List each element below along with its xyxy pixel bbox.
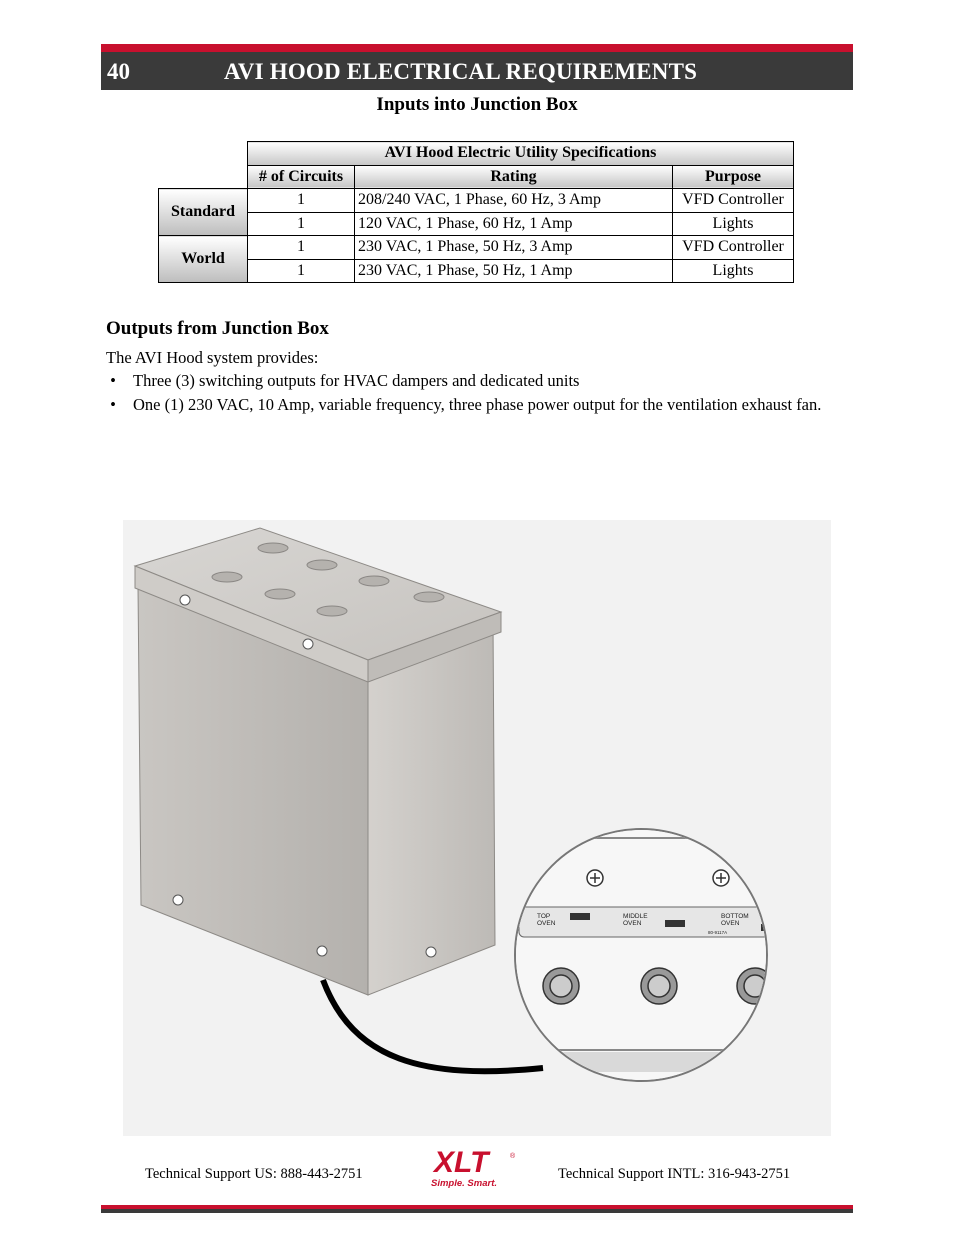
svg-text:Simple. Smart.: Simple. Smart. <box>431 1178 497 1189</box>
cell-purpose: Lights <box>673 259 794 283</box>
junction-box-illustration <box>123 520 831 1136</box>
col-header-rating: Rating <box>355 165 673 189</box>
svg-text:®: ® <box>510 1153 516 1160</box>
cell-circuits: 1 <box>248 189 355 213</box>
table-row <box>159 236 794 260</box>
list-item: Three (3) switching outputs for HVAC dampers and dedicated units <box>133 371 580 390</box>
cell-purpose: VFD Controller <box>673 236 794 260</box>
cell-rating: 120 VAC, 1 Phase, 60 Hz, 1 Amp <box>355 212 673 236</box>
panel-label: OVEN <box>721 920 740 927</box>
group-label-standard: Standard <box>159 189 248 236</box>
col-header-purpose: Purpose <box>673 165 794 189</box>
panel-label: MIDDLE <box>623 913 648 920</box>
bullet-marker: • <box>110 371 116 390</box>
cell-purpose: Lights <box>673 212 794 236</box>
table-caption: AVI Hood Electric Utility Specifications <box>248 142 794 166</box>
bullet-marker: • <box>110 395 116 414</box>
svg-text:XLT: XLT <box>434 1146 489 1179</box>
list-item: One (1) 230 VAC, 10 Amp, variable frequency, three phase power output for the ventilation exhaust fan. <box>133 395 822 414</box>
outputs-intro: The AVI Hood system provides: <box>106 348 319 367</box>
cell-circuits: 1 <box>248 259 355 283</box>
support-us: Technical Support US: 888-443-2751 <box>145 1166 363 1182</box>
cell-purpose: VFD Controller <box>673 189 794 213</box>
cell-rating: 208/240 VAC, 1 Phase, 60 Hz, 3 Amp <box>355 189 673 213</box>
cell-rating: 230 VAC, 1 Phase, 50 Hz, 1 Amp <box>355 259 673 283</box>
footer-line <box>101 1209 853 1213</box>
header-accent-line <box>101 44 853 52</box>
panel-label: OVEN <box>537 920 556 927</box>
table-row <box>159 189 794 213</box>
col-header-circuits: # of Circuits <box>248 165 355 189</box>
table-row <box>159 212 794 236</box>
panel-label: OVEN <box>623 920 642 927</box>
inputs-heading: Inputs into Junction Box <box>376 94 578 115</box>
part-number-label: 80-9117A <box>708 930 728 935</box>
cell-circuits: 1 <box>248 212 355 236</box>
outputs-heading: Outputs from Junction Box <box>106 318 329 339</box>
cell-circuits: 1 <box>248 236 355 260</box>
group-label-world: World <box>159 236 248 283</box>
page-number: 40 <box>107 59 130 84</box>
support-intl: Technical Support INTL: 316-943-2751 <box>558 1166 791 1182</box>
cell-rating: 230 VAC, 1 Phase, 50 Hz, 3 Amp <box>355 236 673 260</box>
panel-label: BOTTOM <box>721 913 749 920</box>
page-title: AVI HOOD ELECTRICAL REQUIREMENTS <box>224 59 698 84</box>
panel-label: TOP <box>537 913 551 920</box>
header-bar <box>101 52 853 90</box>
table-row <box>159 259 794 283</box>
spec-table <box>158 141 794 283</box>
xlt-logo <box>428 1144 524 1190</box>
